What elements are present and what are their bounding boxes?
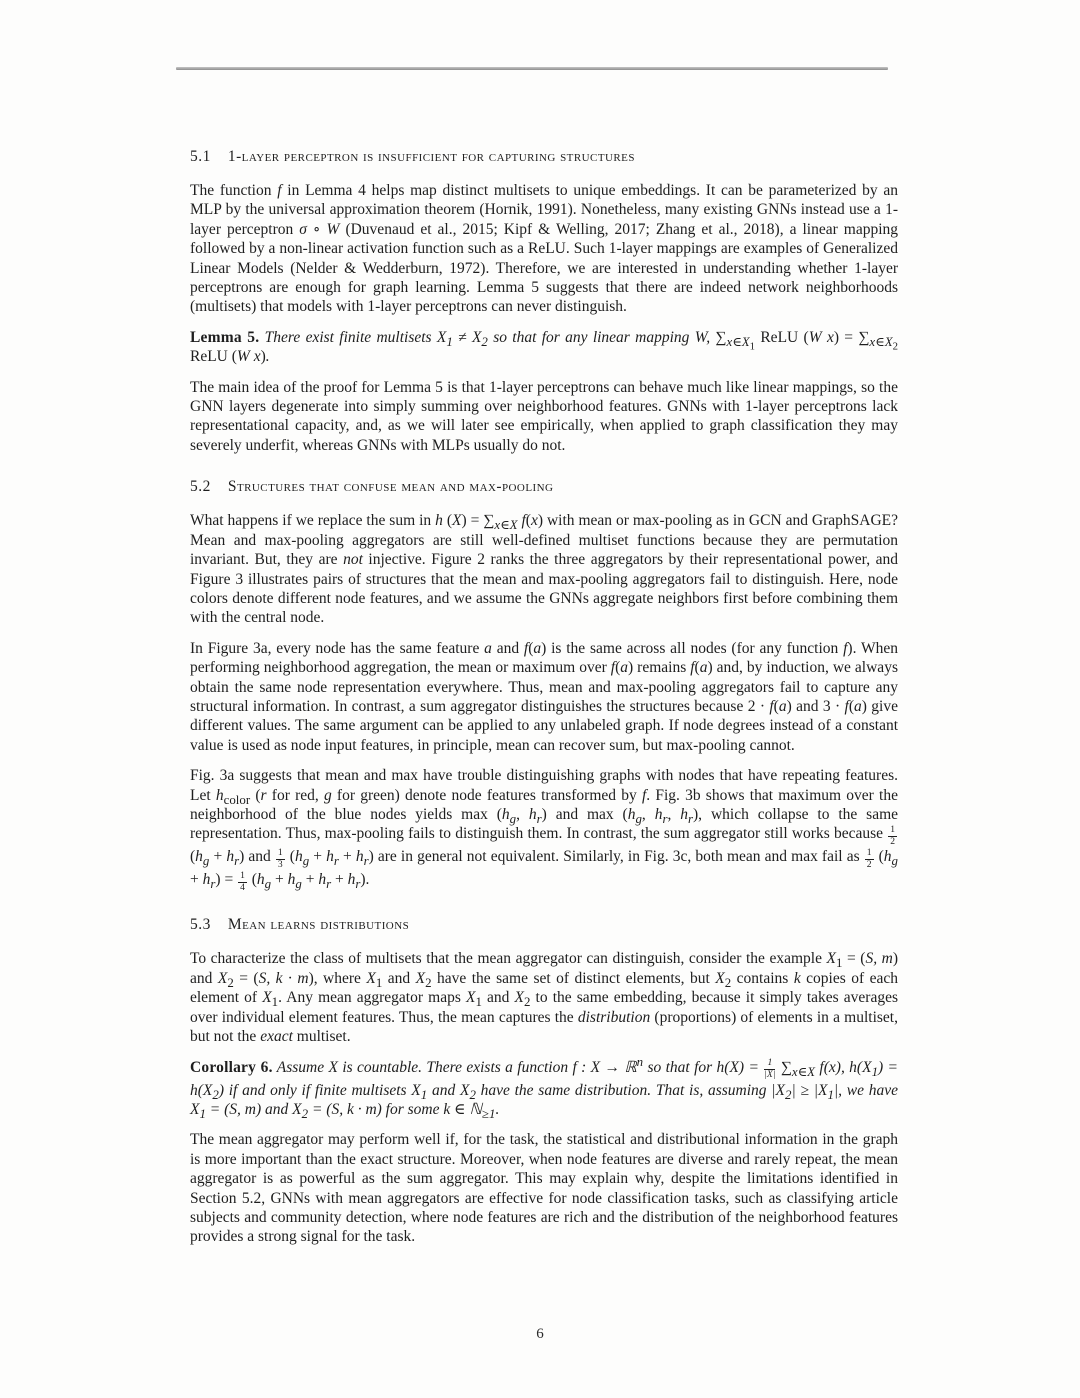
paragraph-mean-aggregator-performance: The mean aggregator may perform well if, for the task, the statistical and distributional information in the graph is more important than the exact structure. Moreover, when node features are diverse and rarely repeat, the mean aggregator is as powerful as the sum aggregator. This may explain why, despite the limitations identified in Section 5.2, GNNs with mean aggregators are effective for node classification tasks, such as classifying article subjects and community detection, where node features are rich and the distribution of the neighborhood features provides a strong signal for the task. [190, 1131, 898, 1246]
section-heading-5-1 [190, 147, 898, 166]
header-rule [176, 67, 888, 70]
paragraph-lemma5-proof-idea: The main idea of the proof for Lemma 5 is that 1-layer perceptrons can behave much like linear mappings, so the GNN layers degenerate into simply summing over neighborhood features. GNNs with 1-layer perceptrons lack representational capacity, and, as we will later see empirically, when applied to graph classification they may severely underfit, whereas GNNs with MLPs usually do not. [190, 378, 898, 454]
section-heading-5-3 [190, 915, 898, 934]
paragraph-mean-distributions: To characterize the class of multisets that the mean aggregator can distinguish, consider the example $X_1 = (S$, m) and $X_2 = (S$, k · m), where $X_1$ and $X_2$ have the same set of distinct elements, but $X_2$ contains k copies of each element of $X_1$. Any mean aggregator maps $X_1$ and $X_2$ to the same embedding, because it simply takes averages over individual element features. Thus, the mean captures the distribution (proportions) of elements in a multiset, but not the exact multiset. [190, 950, 898, 1046]
section-title: 1-layer perceptron is insufficient for capturing structures [227, 148, 635, 165]
section-number: 5.2 [190, 478, 211, 496]
lemma-5: Lemma 5. There exist finite multisets $X_1 \ne X_2$ so that for any linear mapping W, $\sum_{x\in X_1}$ ReLU (W $x) = \sum_{x\in X_2}$ ReLU (W x). [190, 328, 898, 366]
corollary-6: Corollary 6. Assume X is countable. There exists a function f : X → ℝ$^n$ so that for h(X) = $\frac{1}{|X|}$ $\sum_{x\in X}$ f(x), $h(X_1) = h(X_2)$ if and only if finite multisets $X_1$ and $X_2$ have the same distribution. That is, assuming $|X_2| \ge |X_1|$, we have $X_1 = (S$, m) and $X_2 = (S$, k · m) for some k ∈ ℕ$_{\ge 1}$. [190, 1053, 899, 1122]
content-column [190, 147, 898, 1258]
page-number: 6 [536, 1326, 544, 1342]
section-title: Structures that confuse mean and max-pooling [227, 478, 554, 496]
paragraph-perceptron-intro: The function f in Lemma 4 helps map distinct multisets to unique embeddings. It can be parameterized by an MLP by the universal approximation theorem (Hornik, 1991). Nonetheless, many existing GNNs instead use a 1-layer perceptron σ ∘ W (Duvenaud et al., 2015; Kipf & Welling, 2017; Zhang et al., 2018), a linear mapping followed by a non-linear activation function such as a ReLU. Such 1-layer mappings are examples of Generalized Linear Models (Nelder & Wedderburn, 1972). Therefore, we are interested in understanding whether 1-layer perceptrons are enough for graph learning. Lemma 5 suggests that there are indeed network neighborhoods (multisets) that models with 1-layer perceptrons can never distinguish. [190, 182, 899, 316]
page-footer [0, 1326, 1080, 1343]
section-heading-5-2 [190, 477, 898, 496]
section-number: 5.1 [190, 148, 211, 165]
section-number: 5.3 [190, 916, 211, 934]
paragraph-mean-max-pooling: What happens if we replace the sum in h $(X) = \sum_{x\in X}$ f(x) with mean or max-pooling as in GCN and GraphSAGE? Mean and max-pooling aggregators are still well-defined multiset functions because they are permutation invariant. But, they are not injective. Figure 2 ranks the three aggregators by their representational power, and Figure 3 illustrates pairs of structures that the mean and max-pooling aggregators fail to distinguish. Here, node colors denote different node features, and we assume the GNNs aggregate neighbors first before combining them with the central node. [190, 512, 899, 627]
paragraph-figure-3a: In Figure 3a, every node has the same feature a and f(a) is the same across all nodes (for any function f). When performing neighborhood aggregation, the mean or maximum over f(a) remains f(a) and, by induction, we always obtain the same node representation everywhere. Thus, mean and max-pooling aggregators fail to capture any structural information. In contrast, a sum aggregator distinguishes the structures because 2 · f(a) and 3 · f(a) give different values. The same argument can be applied to any unlabeled graph. If node degrees instead of a constant value is used as node input features, in principle, mean can recover sum, but max-pooling cannot. [190, 639, 898, 754]
paragraph-figure-3b-3c: Fig. 3a suggests that mean and max have trouble distinguishing graphs with nodes that have repeating features. Let $h_{color}$ (r for red, g for green) denote node features transformed by f. Fig. 3b shows that maximum over the neighborhood of the blue nodes yields $\max (h_g$, $h_r$) and $\max (h_g$, $h_r$, $h_r$), which collapse to the same representation. Thus, max-pooling fails to distinguish them. In contrast, the sum aggregator still works because $\frac{1}{2}$ $(h_g + h_r)$ and $\frac{1}{3}$ $(h_g + h_r + h_r)$ are in general not equivalent. Similarly, in Fig. 3c, both mean and max fail as $\frac{1}{2}$ $(h_g + h_r)$ = $\frac{1}{4}$ $(h_g + h_g + h_r + h_r)$. [190, 767, 899, 893]
section-title: Mean learns distributions [227, 916, 410, 934]
